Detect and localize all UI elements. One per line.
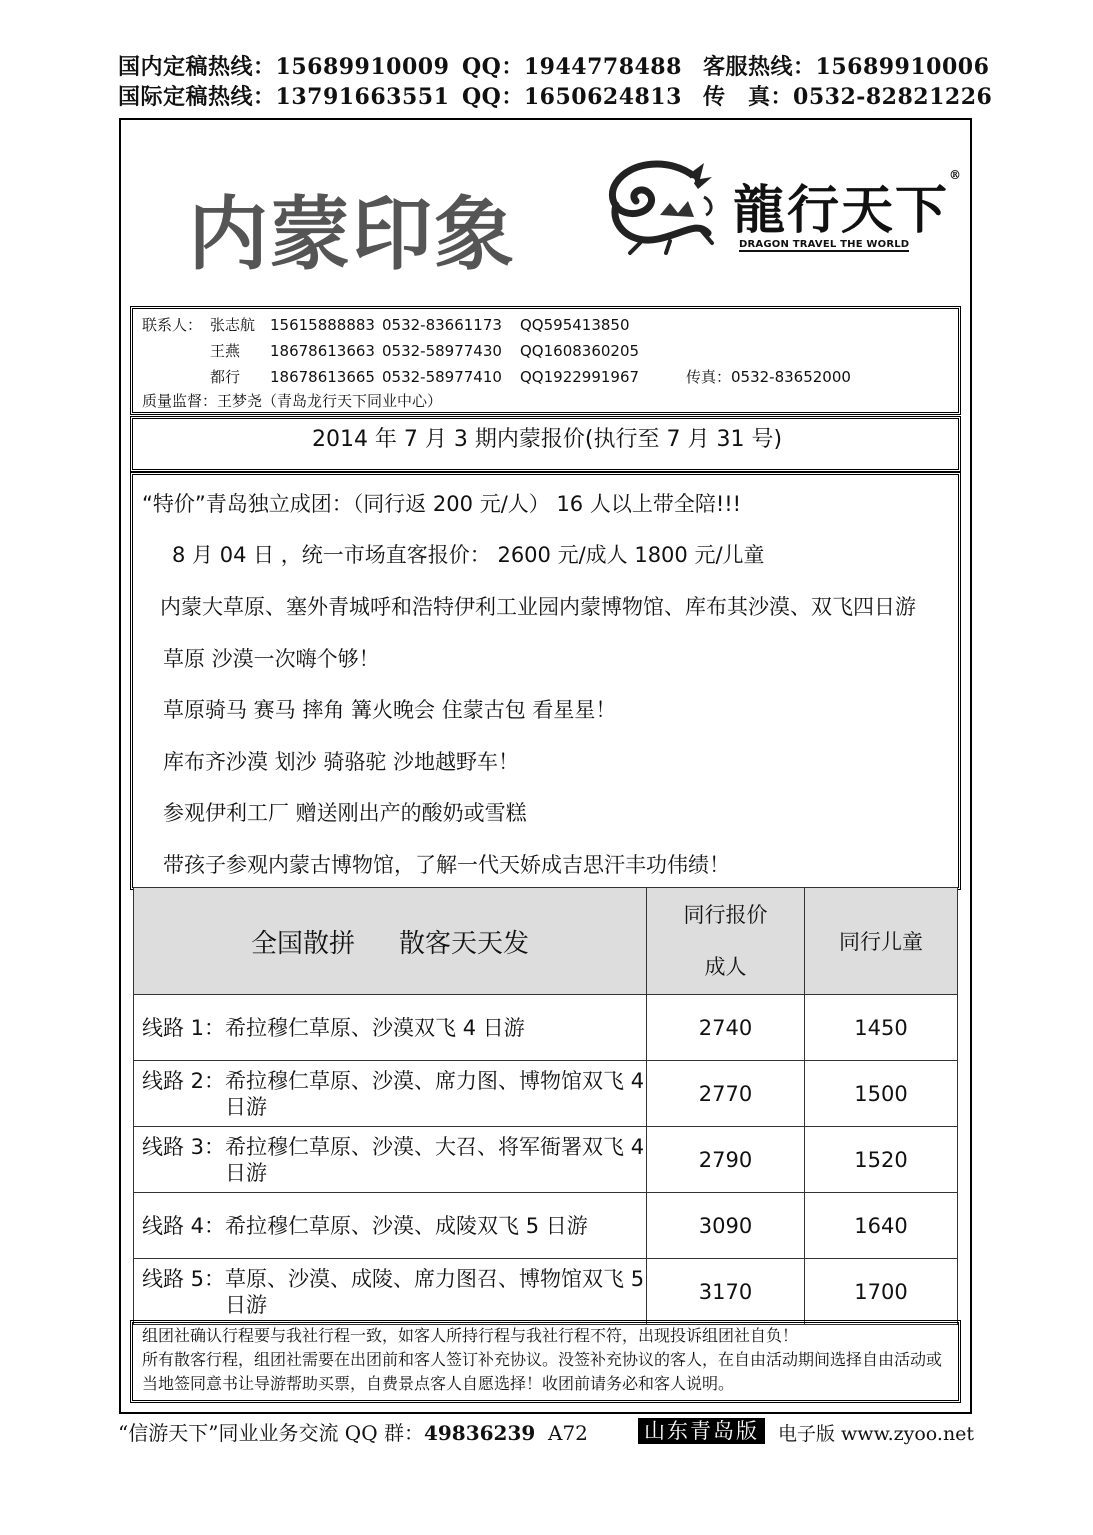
promo-line: 参观伊利工厂 赠送刚出产的酸奶或雪糕 <box>163 801 527 825</box>
brand-logo-text <box>733 168 963 243</box>
qq-label: QQ： <box>462 54 524 80</box>
route-desc: 希拉穆仁草原、沙漠、大召、将军衙署双飞 4 日游 <box>225 1134 645 1185</box>
route-label: 线路 4： <box>142 1213 226 1238</box>
adult-price: 3090 <box>647 1193 805 1259</box>
header-adult-2: 成人 <box>704 955 747 979</box>
footer-left <box>118 1417 588 1446</box>
contact-qq: QQ1608360205 <box>520 342 640 360</box>
dragon-logo-icon <box>600 155 720 255</box>
edition-badge: 山东青岛版 <box>638 1418 765 1444</box>
hotline-row-1 <box>118 50 449 81</box>
qq-value: 1944778488 <box>523 54 682 80</box>
hotline-row-1-qq <box>462 50 682 81</box>
footer-page-number: A72 <box>548 1421 588 1445</box>
promo-line: 草原 沙漠一次嗨个够！ <box>163 647 380 671</box>
promo-line: “特价”青岛独立成团：（同行返 200 元/人） 16 人以上带全陪!!! <box>142 492 742 516</box>
contact-person-3 <box>210 366 851 387</box>
table-header-row <box>134 888 958 995</box>
domestic-hotline-label: 国内定稿热线： <box>118 54 276 80</box>
hotline-row-2 <box>118 80 449 111</box>
intl-hotline-value: 13791663551 <box>275 84 450 110</box>
service-hotline-label: 客服热线： <box>703 54 816 80</box>
brand-en: DRAGON TRAVEL THE WORLD <box>739 239 910 250</box>
contact-person-1 <box>210 314 630 335</box>
route-cell <box>134 1193 647 1259</box>
contact-mobile: 18678613665 <box>270 368 375 386</box>
promo-line: 内蒙大草原、塞外青城呼和浩特伊利工业园内蒙博物馆、库布其沙漠、双飞四日游 <box>160 595 916 619</box>
table-row <box>134 1061 958 1127</box>
hotline-row-1-service <box>703 50 989 81</box>
price-heading: 2014 年 7 月 3 期内蒙报价(执行至 7 月 31 号) <box>311 427 783 452</box>
contact-name: 张志航 <box>210 316 256 334</box>
header-left-1: 全国散拼 <box>250 928 355 959</box>
contact-person-2 <box>210 340 639 361</box>
route-label: 线路 5： <box>142 1266 226 1291</box>
route-desc: 希拉穆仁草原、沙漠双飞 4 日游 <box>225 1015 525 1040</box>
contact-phone: 0532-58977410 <box>382 368 502 386</box>
contact-phone: 0532-58977430 <box>382 342 502 360</box>
note-line: 组团社确认行程要与我社行程一致，如客人所持行程与我社行程不符，出现投诉组团社自负！ <box>142 1326 799 1345</box>
intl-hotline-label: 国际定稿热线： <box>118 84 276 110</box>
footer-website[interactable]: 电子版 www.zyoo.net <box>778 1423 975 1445</box>
route-cell <box>134 1259 647 1325</box>
adult-price: 2740 <box>647 995 805 1061</box>
adult-price: 2770 <box>647 1061 805 1127</box>
table-row <box>134 1193 958 1259</box>
route-cell <box>134 995 647 1061</box>
table-row <box>134 1259 958 1325</box>
adult-price: 2790 <box>647 1127 805 1193</box>
route-label: 线路 3： <box>142 1134 226 1159</box>
header-left-2: 散客天天发 <box>399 928 530 959</box>
contact-name: 都行 <box>210 368 241 386</box>
route-cell <box>134 1061 647 1127</box>
promo-box <box>130 472 961 890</box>
contact-phone: 0532-83661173 <box>382 316 502 334</box>
quality-supervisor: 质量监督：王梦尧（青岛龙行天下同业中心） <box>142 392 443 410</box>
service-hotline-value: 15689910006 <box>815 54 990 80</box>
header-adult <box>647 888 805 995</box>
qq-value: 1650624813 <box>523 84 682 110</box>
fax-label: 传 真： <box>703 84 794 110</box>
contact-qq: QQ595413850 <box>520 316 630 334</box>
contact-row <box>142 314 202 335</box>
header-left <box>134 888 647 995</box>
contact-fax: 传真：0532-83652000 <box>686 368 851 386</box>
route-desc: 希拉穆仁草原、沙漠、席力图、博物馆双飞 4 日游 <box>225 1068 645 1119</box>
contact-mobile: 18678613663 <box>270 342 375 360</box>
child-price: 1450 <box>805 995 958 1061</box>
contact-name: 王燕 <box>210 342 241 360</box>
brand-cn: 龍行天下 <box>733 180 950 241</box>
header-child: 同行儿童 <box>805 888 958 995</box>
footer-qq-label: “信游天下”同业业务交流 QQ 群： <box>118 1421 424 1445</box>
note-line: 所有散客行程，组团社需要在出团前和客人签订补充协议。没签补充协议的客人，在自由活动期间选择自由活动或当地签同意书让导游帮助买票，自费景点客人自愿选择！收团前请务必和客人说明。 <box>142 1350 943 1393</box>
domestic-hotline-value: 15689910009 <box>275 54 450 80</box>
price-table <box>133 887 958 1325</box>
page-title: 内蒙印象 <box>188 188 516 281</box>
fax-value: 0532-82821226 <box>793 84 993 110</box>
promo-line: 草原骑马 赛马 摔角 篝火晚会 住蒙古包 看星星！ <box>163 698 617 722</box>
table-row <box>134 1127 958 1193</box>
child-price: 1500 <box>805 1061 958 1127</box>
hotline-row-2-qq <box>462 80 682 111</box>
promo-line: 库布齐沙漠 划沙 骑骆驼 沙地越野车！ <box>163 750 520 774</box>
promo-line: 8 月 04 日 ，统一市场直客报价： 2600 元/成人 1800 元/儿童 <box>172 543 765 567</box>
header-adult-1: 同行报价 <box>683 903 768 927</box>
table-row <box>134 995 958 1061</box>
promo-line: 带孩子参观内蒙古博物馆，了解一代天娇成吉思汗丰功伟绩！ <box>163 853 730 877</box>
route-label: 线路 2： <box>142 1068 226 1093</box>
route-desc: 草原、沙漠、成陵、席力图召、博物馆双飞 5 日游 <box>225 1266 645 1317</box>
hotline-row-2-fax <box>703 80 992 111</box>
qq-label: QQ： <box>462 84 524 110</box>
notes <box>142 1324 957 1396</box>
route-label: 线路 1： <box>142 1015 226 1040</box>
route-desc: 希拉穆仁草原、沙漠、成陵双飞 5 日游 <box>225 1213 588 1238</box>
adult-price: 3170 <box>647 1259 805 1325</box>
contact-qq: QQ1922991967 <box>520 368 640 386</box>
child-price: 1640 <box>805 1193 958 1259</box>
child-price: 1700 <box>805 1259 958 1325</box>
contact-label: 联系人： <box>142 316 203 334</box>
registered-mark: ® <box>949 168 964 182</box>
route-cell <box>134 1127 647 1193</box>
footer-qq-group: 49836239 <box>423 1421 536 1445</box>
contact-mobile: 15615888883 <box>270 316 375 334</box>
child-price: 1520 <box>805 1127 958 1193</box>
